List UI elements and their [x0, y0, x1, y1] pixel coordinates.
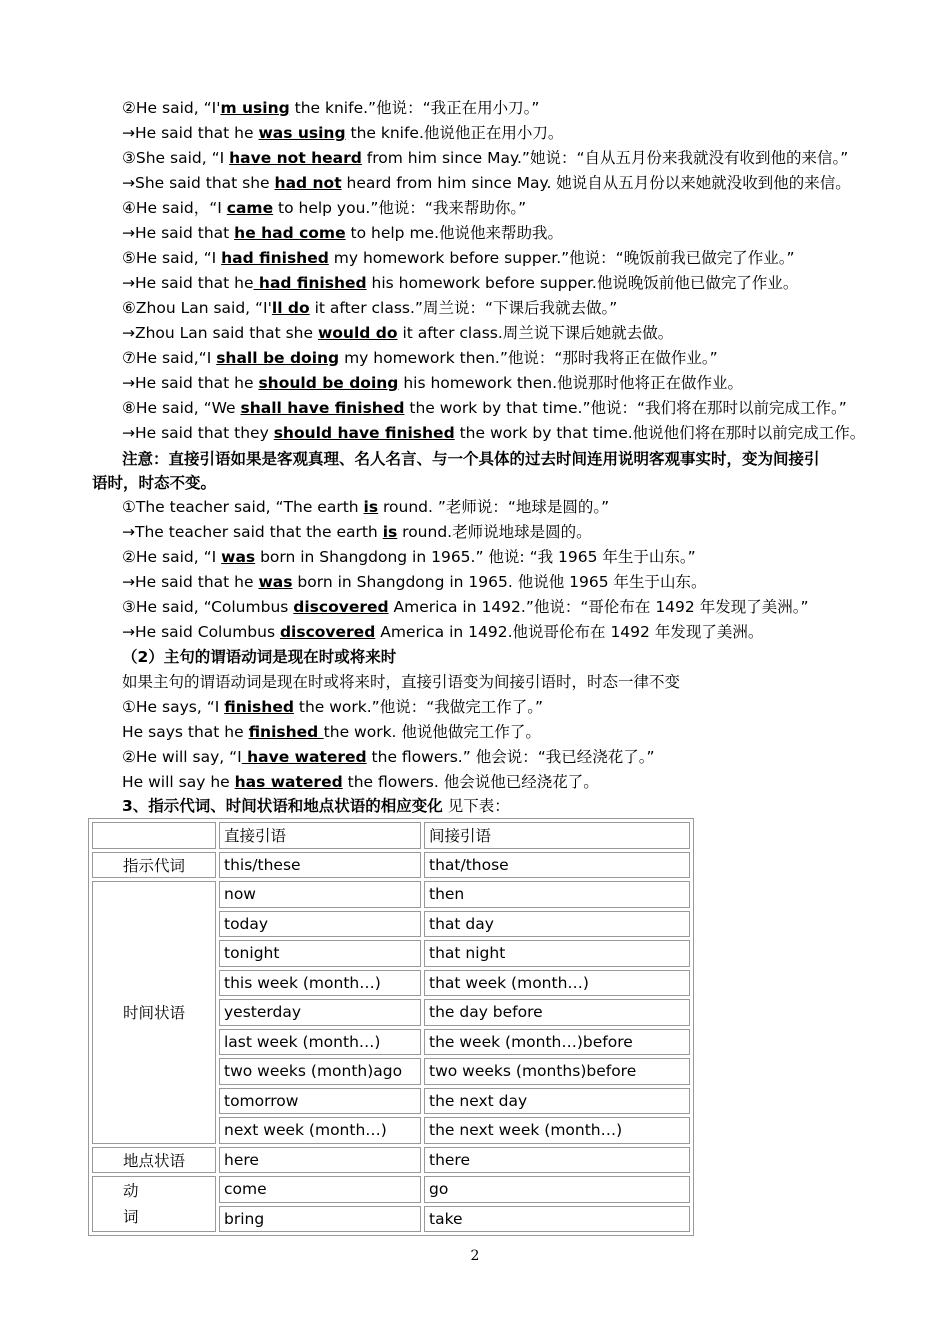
table-cell: bring [219, 1206, 421, 1233]
text-line [122, 646, 396, 668]
table-cell: now [219, 881, 421, 908]
text-line [122, 621, 763, 643]
highlighted-verb: was using [258, 124, 346, 142]
text-line [122, 297, 617, 319]
text-segment: ②He will say, “I [122, 748, 242, 766]
highlighted-verb: came [226, 199, 274, 217]
text-segment: ⑦He said,“I [122, 349, 217, 367]
table-cell: tonight [219, 940, 421, 967]
highlighted-verb: had not [274, 174, 342, 192]
highlighted-verb: ll do [271, 299, 310, 317]
table-cell: next week (month…) [219, 1117, 421, 1144]
text-segment: 3、指示代词、时间状语和地点状语的相应变化 [122, 797, 443, 815]
text-segment: ③She said, “I [122, 149, 230, 167]
table-cell: that week (month…) [424, 970, 690, 997]
text-segment: →He said that he [122, 573, 259, 591]
highlighted-verb: have watered [241, 748, 367, 766]
highlighted-verb: have not heard [229, 149, 362, 167]
page-number: 2 [470, 1248, 480, 1264]
text-segment: ③He said, “Columbus [122, 598, 294, 616]
highlighted-verb: had finished [221, 249, 329, 267]
table-row [92, 1147, 690, 1174]
text-line [122, 97, 539, 119]
highlighted-verb: had finished [253, 274, 367, 292]
text-segment: →He said that he [122, 374, 259, 392]
text-segment: my homework then.”他说：“那时我将正在做作业。” [339, 349, 718, 367]
table-cell: this week (month…) [219, 970, 421, 997]
text-line [122, 671, 680, 693]
text-segment: the work by that time.”他说：“我们将在那时以前完成工作。” [404, 399, 847, 417]
table-cell: here [219, 1147, 421, 1174]
text-segment: the work by that time.他说他们将在那时以前完成工作。 [454, 424, 866, 442]
text-segment: ⑧He said, “We [122, 399, 241, 417]
table-cell: today [219, 911, 421, 938]
text-line [122, 521, 592, 543]
highlighted-verb: finished [224, 698, 294, 716]
text-segment: ①He says, “I [122, 698, 225, 716]
highlighted-verb: was [221, 548, 256, 566]
highlighted-verb: was [258, 573, 293, 591]
text-segment: （2）主句的谓语动词是现在时或将来时 [122, 648, 397, 666]
table-row [92, 1176, 690, 1203]
text-segment: ①The teacher said, “The earth [122, 498, 364, 516]
table-cell: the day before [424, 999, 690, 1026]
table-cell: come [219, 1176, 421, 1203]
text-segment: born in Shangdong in 1965. 他说他 1965 年生于山东。 [292, 573, 707, 591]
table-cell: that night [424, 940, 690, 967]
text-segment: 语时，时态不变。 [92, 474, 217, 492]
highlighted-verb: shall be doing [216, 349, 340, 367]
table-cell: last week (month…) [219, 1029, 421, 1056]
text-segment: my homework before supper.”他说：“晚饭前我已做完了作业。” [328, 249, 795, 267]
text-line [122, 197, 526, 219]
text-segment: heard from him since May. 她说自从五月份以来她就没收到他的来信。 [341, 174, 851, 192]
table-cell: 动 词 [92, 1176, 216, 1232]
table-cell: 间接引语 [424, 822, 690, 849]
highlighted-verb: should be doing [258, 374, 399, 392]
highlighted-verb: should have finished [273, 424, 455, 442]
text-segment: 如果主句的谓语动词是现在时或将来时，直接引语变为间接引语时，时态一律不变 [122, 673, 681, 691]
text-segment: the knife.他说他正在用小刀。 [345, 124, 564, 142]
text-line [122, 397, 847, 419]
highlighted-verb: shall have finished [240, 399, 405, 417]
text-segment: the work. 他说他做完工作了。 [323, 723, 541, 741]
text-segment: ④He said，“I [122, 199, 227, 217]
table-cell: 直接引语 [219, 822, 421, 849]
text-line [122, 696, 543, 718]
text-segment: →He said that [122, 224, 235, 242]
text-segment: ②He said, “I [122, 548, 222, 566]
text-segment: He will say he [122, 773, 235, 791]
text-line [122, 147, 848, 169]
table-row [92, 852, 690, 879]
text-segment: the work.”他说：“我做完工作了。” [293, 698, 544, 716]
text-segment: to help me.他说他来帮助我。 [345, 224, 564, 242]
text-segment: his homework before supper.他说晚饭前他已做完了作业。 [366, 274, 799, 292]
text-line [122, 372, 743, 394]
table-cell: the next week (month…) [424, 1117, 690, 1144]
text-line [122, 448, 820, 470]
text-line [122, 222, 563, 244]
text-segment: →The teacher said that the earth [122, 523, 383, 541]
table-cell: yesterday [219, 999, 421, 1026]
text-line [122, 347, 718, 369]
table-cell [92, 822, 216, 849]
text-segment: round.老师说地球是圆的。 [397, 523, 592, 541]
text-segment: →She said that she [122, 174, 275, 192]
table-cell: two weeks (months)before [424, 1058, 690, 1085]
table-cell: 指示代词 [92, 852, 216, 879]
text-segment: it after class.周兰说下课后她就去做。 [397, 324, 674, 342]
table-cell: 地点状语 [92, 1147, 216, 1174]
table-header-row [92, 822, 690, 849]
table-cell: two weeks (month)ago [219, 1058, 421, 1085]
highlighted-verb: m using [220, 99, 290, 117]
text-segment: America in 1492.他说哥伦布在 1492 年发现了美洲。 [375, 623, 764, 641]
text-segment: →He said that he [122, 124, 259, 142]
text-line [122, 172, 851, 194]
conversion-table [88, 818, 694, 1236]
text-segment: the flowers. 他会说他已经浇花了。 [342, 773, 599, 791]
table-cell: there [424, 1147, 690, 1174]
text-line [122, 272, 798, 294]
text-segment: it after class.”周兰说：“下课后我就去做。” [309, 299, 618, 317]
highlighted-verb: he had come [234, 224, 346, 242]
text-segment: ⑤He said, “I [122, 249, 222, 267]
text-segment: →He said that he [122, 274, 254, 292]
text-segment: →He said that they [122, 424, 274, 442]
text-segment: ⑥Zhou Lan said, “I' [122, 299, 272, 317]
text-line [122, 122, 563, 144]
text-segment: round. ”老师说：“地球是圆的。” [378, 498, 610, 516]
table-cell: the week (month…)before [424, 1029, 690, 1056]
text-line [122, 596, 808, 618]
text-segment: from him since May.”她说：“自从五月份来我就没有收到他的来信。” [361, 149, 849, 167]
table-cell: go [424, 1176, 690, 1203]
text-segment: to help you.”他说：“我来帮助你。” [273, 199, 527, 217]
highlighted-verb: discovered [293, 598, 389, 616]
text-line [122, 546, 696, 568]
table-cell: that day [424, 911, 690, 938]
text-line [122, 771, 599, 793]
text-line [122, 795, 510, 817]
text-segment: 见下表： [442, 797, 510, 815]
table-cell: this/these [219, 852, 421, 879]
table-cell: take [424, 1206, 690, 1233]
text-segment: He says that he [122, 723, 249, 741]
text-segment: born in Shangdong in 1965.” 他说: “我 1965 年生于山东。” [255, 548, 696, 566]
table-cell: that/those [424, 852, 690, 879]
table-cell: then [424, 881, 690, 908]
table-cell: the next day [424, 1088, 690, 1115]
text-line [122, 422, 865, 444]
highlighted-verb: is [363, 498, 379, 516]
highlighted-verb: would do [317, 324, 398, 342]
text-segment: 注意：直接引语如果是客观真理、名人名言、与一个具体的过去时间连用说明客观事实时，变为间接引 [122, 450, 820, 468]
highlighted-verb: finished [248, 723, 324, 741]
table-cell: tomorrow [219, 1088, 421, 1115]
highlighted-verb: discovered [279, 623, 376, 641]
text-segment: the knife.”他说：“我正在用小刀。” [289, 99, 540, 117]
text-line [122, 746, 655, 768]
text-segment: →He said Columbus [122, 623, 280, 641]
table-row [92, 881, 690, 908]
text-segment: his homework then.他说那时他将正在做作业。 [398, 374, 744, 392]
text-line [122, 322, 673, 344]
text-line [122, 247, 794, 269]
highlighted-verb: has watered [234, 773, 343, 791]
text-segment: the flowers.” 他会说：“我已经浇花了。” [366, 748, 655, 766]
text-line [92, 472, 216, 494]
table-cell: 时间状语 [92, 881, 216, 1144]
text-segment: America in 1492.”他说：“哥伦布在 1492 年发现了美洲。” [388, 598, 809, 616]
text-segment: →Zhou Lan said that she [122, 324, 318, 342]
text-line [122, 571, 707, 593]
text-segment: ②He said, “I' [122, 99, 221, 117]
text-line [122, 721, 541, 743]
text-line [122, 496, 609, 518]
highlighted-verb: is [382, 523, 398, 541]
